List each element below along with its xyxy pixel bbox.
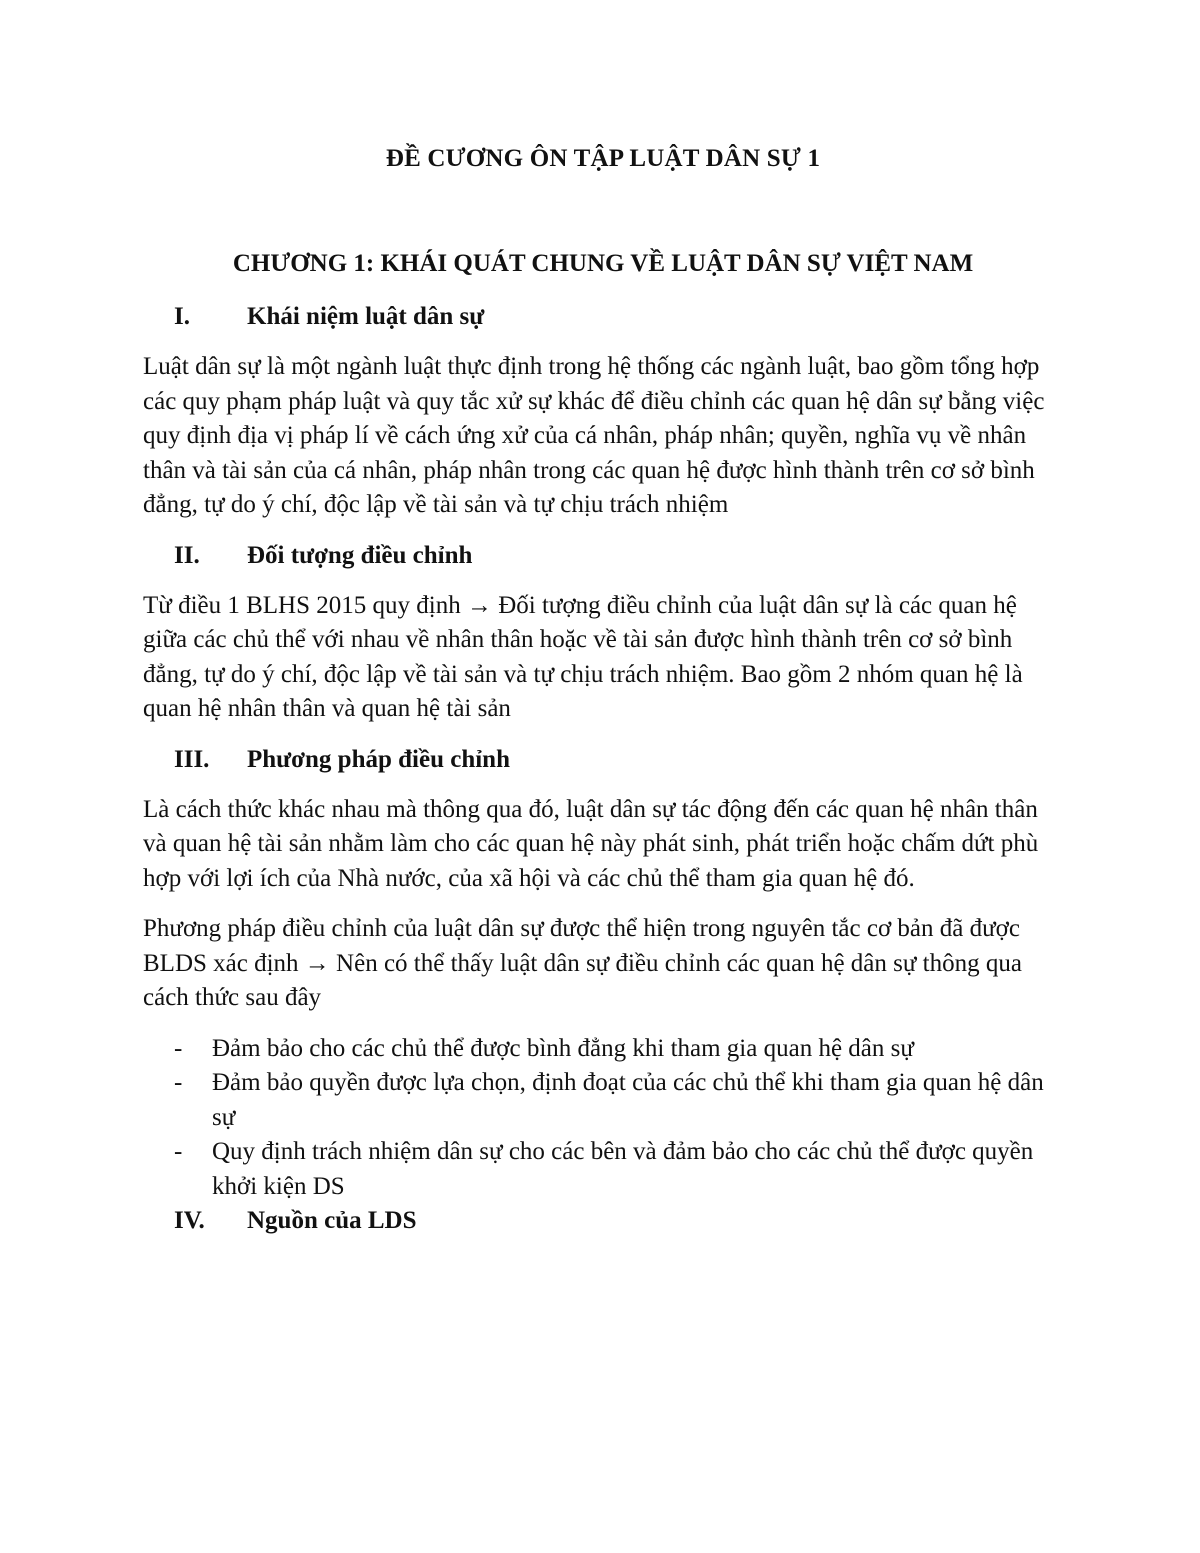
list-item-text: Quy định trách nhiệm dân sự cho các bên và đảm bảo cho các chủ thể được quyền khởi kiện DS <box>212 1138 1034 1200</box>
bullet-list <box>143 1032 1063 1205</box>
bullet-marker: - <box>174 1069 183 1096</box>
section-title: Đối tượng điều chỉnh <box>247 541 473 569</box>
chapter-title: CHƯƠNG 1: KHÁI QUÁT CHUNG VỀ LUẬT DÂN SỰ VIỆT NAM <box>232 250 974 277</box>
list-item <box>143 1135 1063 1204</box>
paragraph: Từ điều 1 BLHS 2015 quy định → Đối tượng điều chỉnh của luật dân sự là các quan hệ giữa các chủ thể với nhau về nhân thân hoặc về tài sản được hình thành trên cơ sở bình đẳng, tự do ý chí, độc lập về tài sản và tự chịu trách nhiệm. Bao gồm 2 nhóm quan hệ là quan hệ nhân thân và quan hệ tài sản <box>143 591 1023 722</box>
list-item-text: Đảm bảo quyền được lựa chọn, định đoạt của các chủ thể khi tham gia quan hệ dân sự <box>212 1069 1044 1131</box>
list-item-text: Đảm bảo cho các chủ thể được bình đẳng khi tham gia quan hệ dân sự <box>212 1034 914 1062</box>
section-heading-4 <box>143 1204 1063 1238</box>
section-number: III. <box>174 745 210 773</box>
section-title: Khái niệm luật dân sự <box>247 303 485 330</box>
section-heading-3 <box>143 743 1063 777</box>
section-number: II. <box>174 541 200 569</box>
section-title: Nguồn của LDS <box>247 1207 417 1234</box>
list-item <box>143 1032 1063 1067</box>
section-title: Phương pháp điều chỉnh <box>247 745 510 773</box>
paragraph: Là cách thức khác nhau mà thông qua đó, luật dân sự tác động đến các quan hệ nhân thân và quan hệ tài sản nhằm làm cho các quan hệ này phát sinh, phát triển hoặc chấm dứt phù hợp với lợi ích của Nhà nước, của xã hội và các chủ thể tham gia quan hệ đó. <box>143 795 1039 892</box>
document-body <box>143 300 1063 1254</box>
bullet-marker: - <box>174 1034 183 1062</box>
list-item <box>143 1066 1063 1135</box>
section-heading-1 <box>143 300 1063 334</box>
document-title: ĐỀ CƯƠNG ÔN TẬP LUẬT DÂN SỰ 1 <box>385 145 821 172</box>
section-number: IV. <box>174 1207 205 1234</box>
bullet-marker: - <box>174 1138 183 1165</box>
section-number: I. <box>174 303 190 330</box>
section-heading-2 <box>143 539 1063 573</box>
paragraph: Luật dân sự là một ngành luật thực định trong hệ thống các ngành luật, bao gồm tổng hợp các quy phạm pháp luật và quy tắc xử sự khác để điều chỉnh các quan hệ dân sự bằng việc quy định địa vị pháp lí về cách ứng xử của cá nhân, pháp nhân; quyền, nghĩa vụ về nhân thân và tài sản của cá nhân, pháp nhân trong các quan hệ được hình thành trên cơ sở bình đẳng, tự do ý chí, độc lập về tài sản và tự chịu trách nhiệm <box>143 353 1045 518</box>
paragraph: Phương pháp điều chỉnh của luật dân sự được thể hiện trong nguyên tắc cơ bản đã được BLDS xác định → Nên có thể thấy luật dân sự điều chỉnh các quan hệ dân sự thông qua cách thức sau đây <box>143 915 1022 1011</box>
